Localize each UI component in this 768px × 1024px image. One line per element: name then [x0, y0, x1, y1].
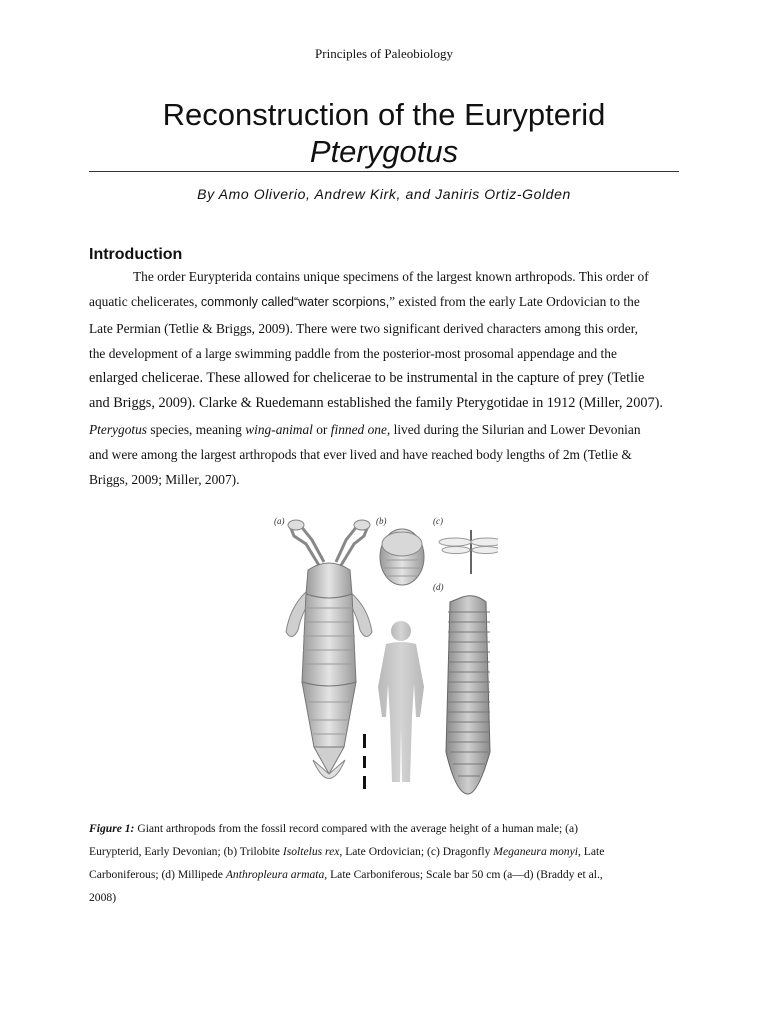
figure-illustration [268, 512, 498, 797]
body-line: and were among the largest arthropods that ever lived and have reached body lengths of 2m (Tetlie & [89, 447, 632, 463]
caption-line: Carboniferous; (d) Millipede Anthropleura armata, Late Carboniferous; Scale bar 50 cm (a—d) (Braddy et al., [89, 868, 603, 881]
page-title [0, 96, 768, 170]
figure-label-c: (c) [433, 516, 443, 526]
caption-line: 2008) [89, 891, 117, 904]
body-line: enlarged chelicerae. These allowed for chelicerae to be instrumental in the capture of prey (Tetlie [89, 370, 645, 387]
body-line: the development of a large swimming paddle from the posterior-most prosomal appendage and the [89, 345, 617, 361]
figure-giant-arthropods [268, 512, 498, 797]
millipede-drawing [446, 596, 490, 794]
body-line: aquatic chelicerates, commonly called“water scorpions,” existed from the early Late Ordovician to the [89, 294, 640, 310]
trilobite-drawing [380, 529, 424, 585]
caption-line: Figure 1: Giant arthropods from the fossil record compared with the average height of a human male; (a) [89, 822, 579, 835]
body-line: Late Permian (Tetlie & Briggs, 2009). There were two significant derived characters among this order, [89, 320, 638, 336]
figure-label-b: (b) [376, 516, 387, 526]
caption-line: Eurypterid, Early Devonian; (b) Trilobite Isoltelus rex, Late Ordovician; (c) Dragonfly Meganeura monyi, Late [89, 845, 605, 858]
title-line-2: Pterygotus [309, 134, 459, 169]
intro-paragraph [89, 264, 669, 493]
body-line: Briggs, 2009; Miller, 2007). [89, 472, 240, 488]
author-line: By Amo Oliverio, Andrew Kirk, and Janiris Ortiz-Golden [197, 186, 571, 202]
figure-caption [89, 817, 679, 909]
title-line-1: Reconstruction of the Eurypterid [162, 97, 606, 132]
human-silhouette [378, 621, 424, 782]
title-rule [89, 171, 679, 172]
eurypterid-drawing [286, 520, 372, 789]
body-line: and Briggs, 2009). Clarke & Ruedemann established the family Pterygotidae in 1912 (Miller, 2007). [89, 395, 663, 412]
figure-tag: Figure 1: [89, 822, 135, 835]
dragonfly-drawing [439, 530, 498, 574]
body-line: Pterygotus species, meaning wing-animal or finned one, lived during the Silurian and Lower Devonian [89, 421, 641, 437]
section-heading: Introduction [89, 246, 183, 263]
figure-label-a: (a) [274, 516, 285, 526]
figure-label-d: (d) [433, 582, 444, 592]
body-line: The order Eurypterida contains unique specimens of the largest known arthropods. This order of [133, 269, 649, 284]
running-head: Principles of Paleobiology [315, 46, 453, 61]
